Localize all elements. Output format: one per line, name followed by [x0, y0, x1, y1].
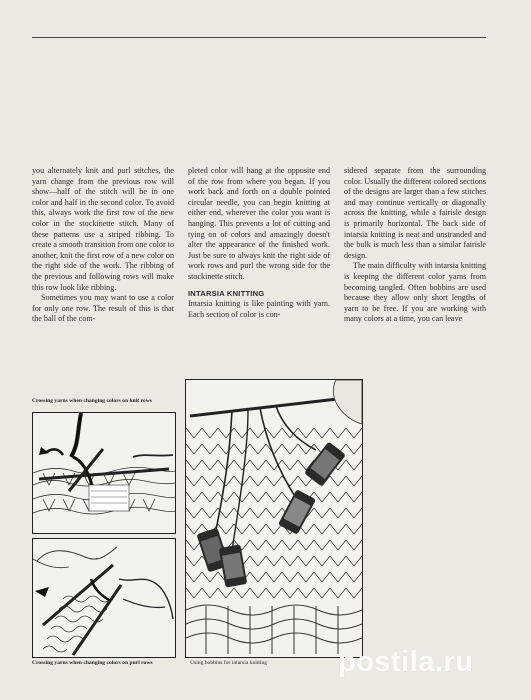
text-column-2	[188, 166, 330, 320]
section-heading-intarsia: INTARSIA KNITTING	[188, 288, 265, 298]
paragraph: Sometimes you may want to use a color for only one row. The result of this is that the ball of the com-	[32, 293, 174, 324]
header-rule	[32, 37, 486, 38]
paragraph: pleted color will hang at the opposite end of the row from where you began. If you work back and forth on a double pointed circular needle, you can begin knitting at either end, wherever the color you want is hanging. This prevents a lot of cutting and tying on of colors and amazingly doesn't alter the appearance of the finished work. Just be sure to always knit the right side of work rows and purl the wrong side for the stockinette stitch.	[188, 166, 330, 281]
text-column-3	[344, 166, 486, 325]
paragraph: you alternately knit and purl stitches, the yarn change from the previous row will show—half of the stitch will be in one color and half in the second color. To avoid this, always work the first row of the new color in the stockinette stitch. Many of these patterns use a striped ribbing. To create a smooth transition from one color to another, knit the first row of a new color on the right side of the work. The ribbing of the previous and following rows will make this row look like ribbing.	[32, 166, 174, 292]
knit-rows-drawing	[33, 413, 175, 533]
figure-caption-knit-rows: Crossing yarns when changing colors on knit rows	[32, 398, 152, 404]
figure-caption-bobbins: Using bobbins for intarsia knitting	[190, 660, 268, 666]
purl-rows-drawing	[33, 539, 175, 657]
paragraph: sidered separate from the surrounding color. Usually the different colored sections of the designs are larger than a few stitches and may continue vertically or diagonally across the knitting, while a fairisle design is primarily horizontal. The back side of intarsia knitting is neat and unstranded and the bulk is much less than a similar fairisle design.	[344, 166, 486, 260]
figure-knit-rows-illustration	[32, 412, 176, 534]
paragraph: Intarsia knitting is like painting with yarn. Each section of color is con-	[188, 299, 330, 319]
figure-purl-rows-illustration	[32, 538, 176, 658]
figure-bobbins-illustration	[185, 379, 363, 658]
text-column-1	[32, 166, 174, 325]
watermark-text: postila.ru	[338, 646, 474, 678]
paragraph: The main difficulty with intarsia knitting is keeping the different color yarns from becoming tangled. Often bobbins are used because they allow only short lengths of yarn to be free. If you are working with many colors at a time, you can leave	[344, 261, 486, 324]
figure-caption-purl-rows: Crossing yarns when changing colors on purl rows	[32, 660, 153, 666]
bobbins-drawing	[186, 380, 362, 657]
